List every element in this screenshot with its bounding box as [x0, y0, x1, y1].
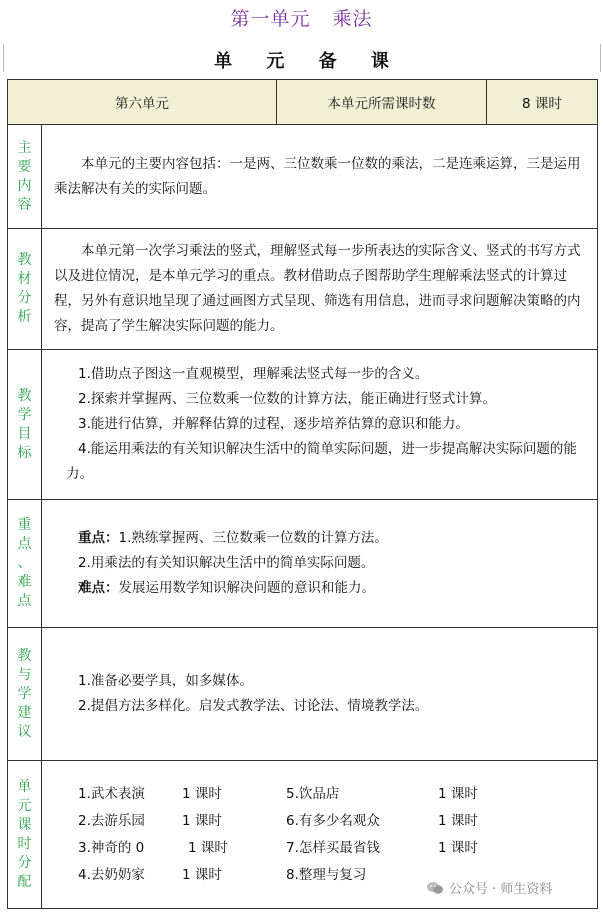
hours-value-cell: 8 课时	[487, 80, 598, 125]
section-analysis	[8, 229, 598, 350]
page-title	[0, 4, 603, 31]
section-label: 教 与 学 建 议	[8, 628, 42, 761]
table-row: 1.武术表演 1 课时 5.饮品店 1 课时	[78, 785, 478, 802]
watermark-text: 公众号 · 师生资料	[449, 882, 553, 897]
table-row: 3.神奇的 0 1 课时 7.怎样买最省钱 1 课时	[78, 839, 478, 856]
lesson-plan-table	[7, 79, 598, 909]
list-item: 2.探索并掌握两、三位数乘一位数的计算方法，能正确进行竖式计算。	[78, 391, 496, 407]
table-row: 2.去游乐园 1 课时 6.有多少名观众 1 课时	[78, 812, 478, 829]
main-content-text: 本单元的主要内容包括：一是两、三位数乘一位数的乘法，二是连乘运算，三是运用乘法解决有关的实际问题。	[54, 155, 581, 197]
section-label: 教 学 目 标	[8, 350, 42, 500]
section-main-content	[8, 125, 598, 229]
schedule-list	[78, 781, 585, 889]
key-point-2: 2.用乘法的有关知识解决生活中的简单实际问题。	[78, 555, 375, 571]
key-point-1: 重点：1.熟练掌握两、三位数乘一位数的计算方法。	[78, 530, 388, 546]
hours-label-cell: 本单元所需课时数	[277, 80, 487, 125]
section-goals	[8, 350, 598, 500]
unit-title: 第一单元	[230, 8, 311, 30]
list-item: 4.能运用乘法的有关知识解决生活中的简单实际问题，进一步提高解决实际问题的能力。	[66, 441, 577, 482]
section-advice	[8, 628, 598, 761]
list-item: 2.提倡方法多样化。启发式教学法、讨论法、情境教学法。	[78, 698, 429, 714]
section-label: 重 点 、 难 点	[8, 500, 42, 628]
section-label: 教 材 分 析	[8, 229, 42, 350]
topic-title: 乘法	[332, 8, 373, 30]
section-key-points	[8, 500, 598, 628]
difficult-point: 难点：发展运用数学知识解决问题的意识和能力。	[78, 580, 375, 596]
watermark	[426, 878, 552, 897]
list-item: 1.准备必要学具，如多媒体。	[78, 673, 253, 689]
list-item: 1.借助点子图这一直观模型，理解乘法竖式每一步的含义。	[78, 366, 429, 382]
table-header-row	[8, 80, 598, 125]
section-label: 主 要 内 容	[8, 125, 42, 229]
analysis-text: 本单元第一次学习乘法的竖式，理解竖式每一步所表达的实际含义、竖式的书写方式以及进位情况，是本单元学习的重点。教材借助点子图帮助学生理解乘法竖式的计算过程，另外有意识地呈现了通过画图方式呈现、筛选有用信息，进而寻求问题解决策略的内容，提高了学生解决实际问题的能力。	[54, 243, 581, 334]
subtitle: 单 元 备 课	[214, 51, 403, 72]
section-label: 单 元 课 时 分 配	[8, 761, 42, 909]
unit-name-cell: 第六单元	[8, 80, 277, 125]
wechat-icon	[426, 881, 444, 895]
list-item: 3.能进行估算，并解释估算的过程，逐步培养估算的意识和能力。	[78, 416, 469, 432]
table-row: 4.去奶奶家 1 课时 8.整理与复习	[78, 866, 367, 883]
